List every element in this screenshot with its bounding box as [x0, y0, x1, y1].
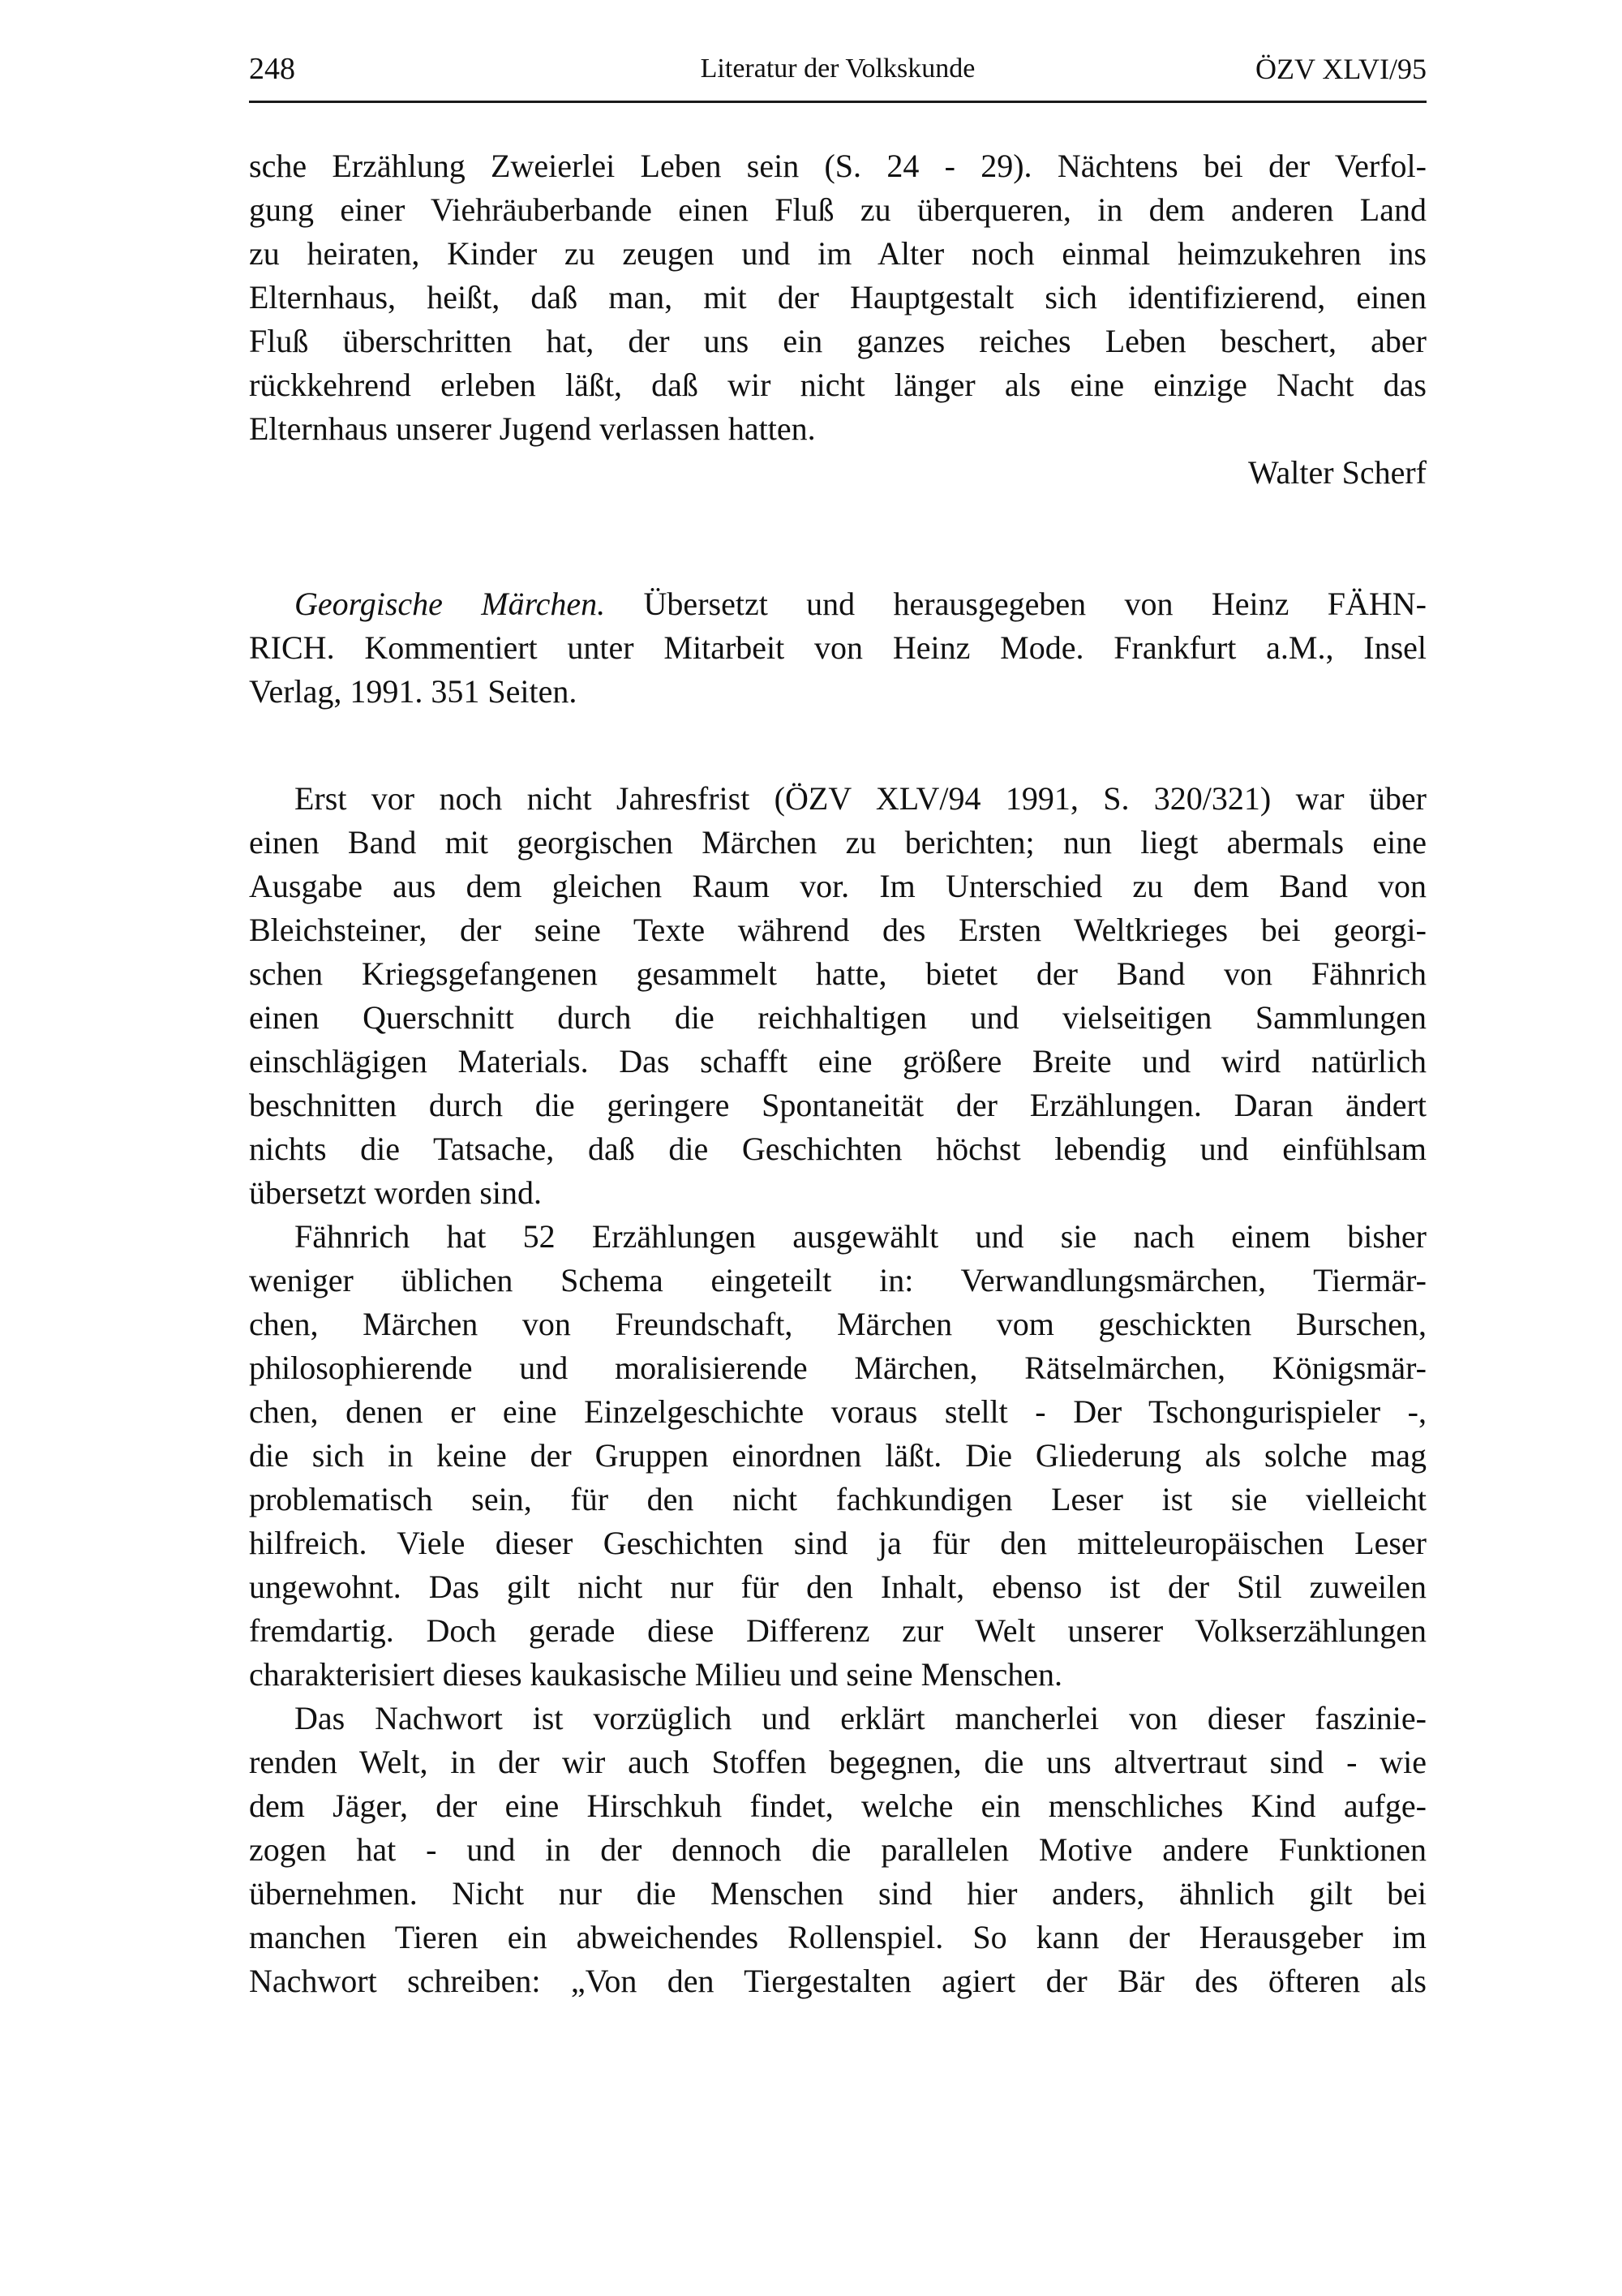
review-body — [249, 777, 1427, 2003]
journal-issue: ÖZV XLVI/95 — [1255, 53, 1427, 85]
citation-line-3: Verlag, 1991. 351 Seiten. — [249, 673, 577, 710]
text-line: problematisch sein, für den nicht fachkundigen Leser ist sie vielleicht — [249, 1481, 1427, 1517]
text-line: sche Erzählung Zweierlei Leben sein (S. 24 - 29). Nächtens bei der Verfol- — [249, 148, 1427, 184]
text-line: Das Nachwort ist vorzüglich und erklärt mancherlei von dieser faszinie- — [294, 1700, 1427, 1736]
header-rule — [249, 101, 1427, 103]
text-line: Fluß überschritten hat, der uns ein ganzes reiches Leben beschert, aber — [249, 323, 1427, 359]
text-line: zu heiraten, Kinder zu zeugen und im Alter noch einmal heimzukehren ins — [249, 235, 1427, 272]
text-line: chen, denen er eine Einzelgeschichte voraus stellt - Der Tschongurispieler -, — [249, 1393, 1427, 1430]
running-head — [249, 50, 1427, 88]
text-line: hilfreich. Viele dieser Geschichten sind ja für den mitteleuropäischen Leser — [249, 1525, 1427, 1561]
text-line: Elternhaus, heißt, daß man, mit der Hauptgestalt sich identifizierend, einen — [249, 279, 1427, 315]
text-line: übersetzt worden sind. — [249, 1174, 543, 1211]
text-line: Bleichsteiner, der seine Texte während des Ersten Weltkrieges bei georgi- — [249, 912, 1427, 948]
text-line: fremdartig. Doch gerade diese Differenz zur Welt unserer Volkserzählungen — [249, 1612, 1427, 1649]
text-line: Ausgabe aus dem gleichen Raum vor. Im Unterschied zu dem Band von — [249, 868, 1427, 904]
paragraph-3 — [249, 1697, 1427, 2003]
text-line: manchen Tieren ein abweichendes Rollenspiel. So kann der Herausgeber im — [249, 1919, 1427, 1955]
paragraph-2 — [249, 1215, 1427, 1697]
text-line: renden Welt, in der wir auch Stoffen begegnen, die uns altvertraut sind - wie — [249, 1744, 1427, 1780]
text-line: einen Querschnitt durch die reichhaltigen und vielseitigen Sammlungen — [249, 999, 1427, 1036]
previous-review-ending — [249, 144, 1427, 495]
paragraph-1 — [249, 777, 1427, 1215]
text-line: übernehmen. Nicht nur die Menschen sind hier anders, ähnlich gilt bei — [249, 1875, 1427, 1912]
citation-line-1 — [249, 582, 1427, 626]
text-line: einschlägigen Materials. Das schafft eine größere Breite und wird natürlich — [249, 1043, 1427, 1079]
text-line: chen, Märchen von Freundschaft, Märchen vom geschickten Burschen, — [249, 1306, 1427, 1342]
section-title: Literatur der Volkskunde — [700, 54, 976, 84]
reviewer-signature: Walter Scherf — [1248, 454, 1427, 491]
text-line: zogen hat - und in der dennoch die parallelen Motive andere Funktionen — [249, 1831, 1427, 1868]
page-number: 248 — [249, 52, 295, 86]
text-line: philosophierende und moralisierende Märchen, Rätselmärchen, Königsmär- — [249, 1350, 1427, 1386]
text-line: Erst vor noch nicht Jahresfrist (ÖZV XLV/94 1991, S. 320/321) war über — [294, 780, 1427, 817]
text-line: gung einer Viehräuberbande einen Fluß zu überqueren, in dem anderen Land — [249, 191, 1427, 228]
text-line: beschnitten durch die geringere Spontaneität der Erzählungen. Daran ändert — [249, 1087, 1427, 1123]
text-line: schen Kriegsgefangenen gesammelt hatte, bietet der Band von Fähnrich — [249, 955, 1427, 992]
text-line: die sich in keine der Gruppen einordnen läßt. Die Gliederung als solche mag — [249, 1437, 1427, 1474]
text-line: weniger üblichen Schema eingeteilt in: Verwandlungsmärchen, Tiermär- — [249, 1262, 1427, 1298]
text-line: Nachwort schreiben: „Von den Tiergestalten agiert der Bär des öfteren als — [249, 1963, 1427, 1999]
text-line: dem Jäger, der eine Hirschkuh findet, welche ein menschliches Kind aufge- — [249, 1787, 1427, 1824]
text-line: ungewohnt. Das gilt nicht nur für den Inhalt, ebenso ist der Stil zuweilen — [249, 1569, 1427, 1605]
text-line: rückkehrend erleben läßt, daß wir nicht länger als eine einzige Nacht das — [249, 367, 1427, 403]
citation-text: Übersetzt und herausgegeben von Heinz FÄHN- — [605, 586, 1427, 622]
text-line: nichts die Tatsache, daß die Geschichten höchst lebendig und einfühlsam — [249, 1131, 1427, 1167]
text-line: charakterisiert dieses kaukasische Milieu und seine Menschen. — [249, 1656, 1063, 1693]
book-citation — [249, 582, 1427, 714]
book-title: Georgische Märchen. — [294, 586, 606, 622]
citation-line-2: RICH. Kommentiert unter Mitarbeit von Heinz Mode. Frankfurt a.M., Insel — [249, 629, 1427, 666]
text-line: einen Band mit georgischen Märchen zu berichten; nun liegt abermals eine — [249, 824, 1427, 860]
text-line: Elternhaus unserer Jugend verlassen hatten. — [249, 410, 816, 447]
text-line: Fähnrich hat 52 Erzählungen ausgewählt und sie nach einem bisher — [294, 1218, 1427, 1255]
